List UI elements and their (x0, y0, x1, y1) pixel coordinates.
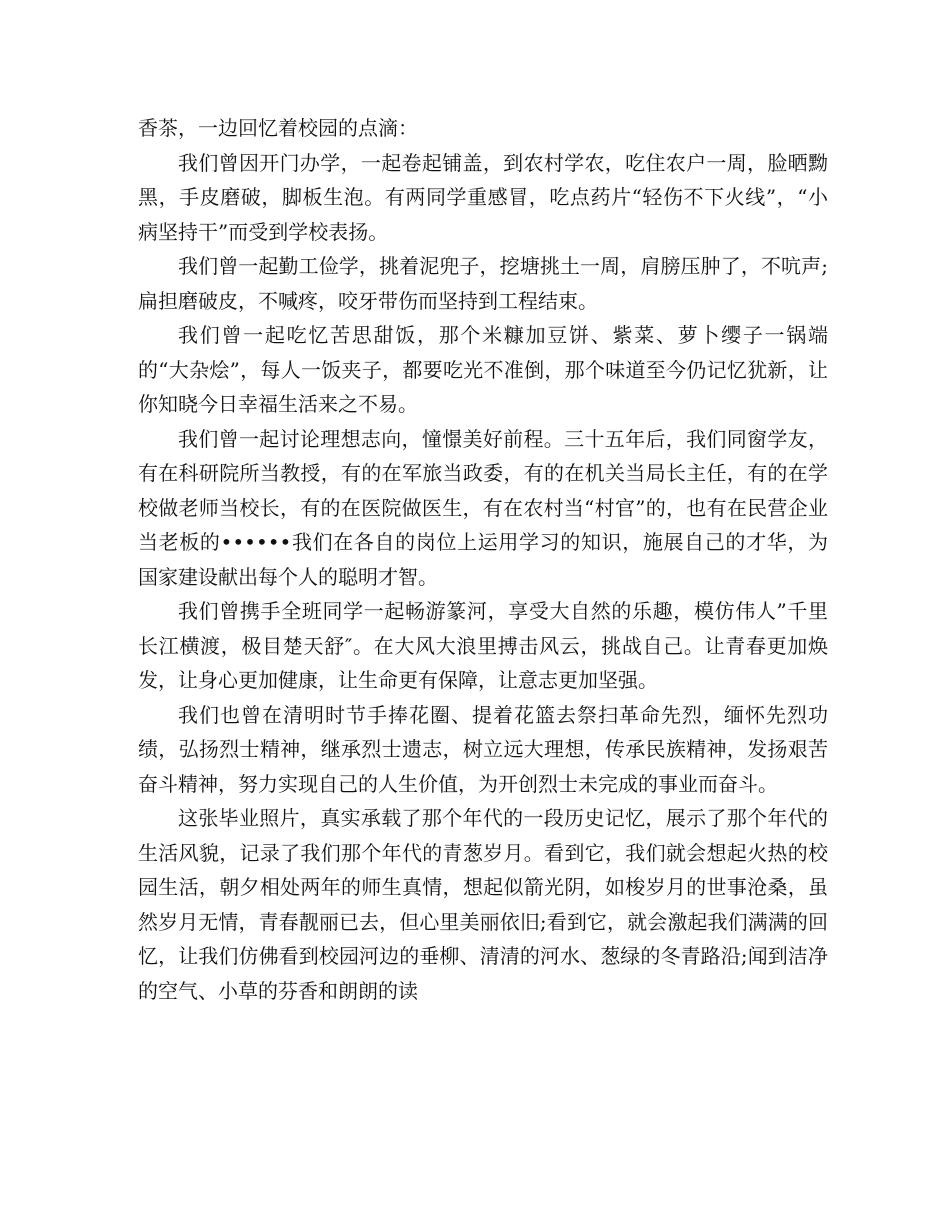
paragraph-ideals: 我们曾一起讨论理想志向，憧憬美好前程。三十五年后，我们同窗学友，有在科研院所当教授，有的在军旅当政委，有的在机关当局长主任，有的在学校做老师当校长，有的在医院做医生，有在农村当“村官”的，也有在民营企业当老板的••••••我们在各自的岗位上运用学习的知识，施展自己的才华，为国家建设献出每个人的聪明才智。 (138, 426, 828, 589)
paragraph-farm-study: 我们曾因开门办学，一起卷起铺盖，到农村学农，吃住农户一周，脸晒黝黑，手皮磨破，脚板生泡。有两同学重感冒，吃点药片“轻伤不下火线”，“小病坚持干”而受到学校表扬。 (138, 150, 828, 244)
paragraph-bitter-meal: 我们曾一起吃忆苦思甜饭，那个米糠加豆饼、紫菜、萝卜缨子一锅端的“大杂烩”，每人一饭夹子，都要吃光不准倒，那个味道至今仍记忆犹新，让你知晓今日幸福生活来之不易。 (138, 323, 828, 416)
paragraph-continuation: 香茶，一边回忆着校园的点滴： (138, 116, 418, 140)
paragraph-graduation-photo: 这张毕业照片，真实承载了那个年代的一段历史记忆，展示了那个年代的生活风貌，记录了我们那个年代的青葱岁月。看到它，我们就会想起火热的校园生活，朝夕相处两年的师生真情，想起似箭光阴，如梭岁月的世事沧桑，虽然岁月无情，青春靓丽已去，但心里美丽依旧;看到它，就会激起我们满满的回忆，让我们仿佛看到校园河边的垂柳、清清的河水、葱绿的冬青路沿;闻到洁净的空气、小草的芬香和朗朗的读 (138, 806, 828, 1003)
paragraph-work-study: 我们曾一起勤工俭学，挑着泥兜子，挖塘挑土一周，肩膀压肿了，不吭声;扁担磨破皮，不喊疼，咬牙带伤而坚持到工程结束。 (138, 254, 828, 313)
paragraph-qingming: 我们也曾在清明时节手捧花圈、提着花篮去祭扫革命先烈，缅怀先烈功绩，弘扬烈士精神，继承烈士遗志，树立远大理想，传承民族精神，发扬艰苦奋斗精神，努力实现自己的人生价值，为开创烈士未完成的事业而奋斗。 (138, 702, 828, 796)
paragraph-river-swim: 我们曾携手全班同学一起畅游篆河，享受大自然的乐趣，模仿伟人”千里长江横渡，极目楚天舒″。在大风大浪里搏击风云，挑战自己。让青春更加焕发，让身心更加健康，让生命更有保障，让意志更加坚强。 (138, 599, 828, 692)
document-body (138, 111, 828, 1008)
